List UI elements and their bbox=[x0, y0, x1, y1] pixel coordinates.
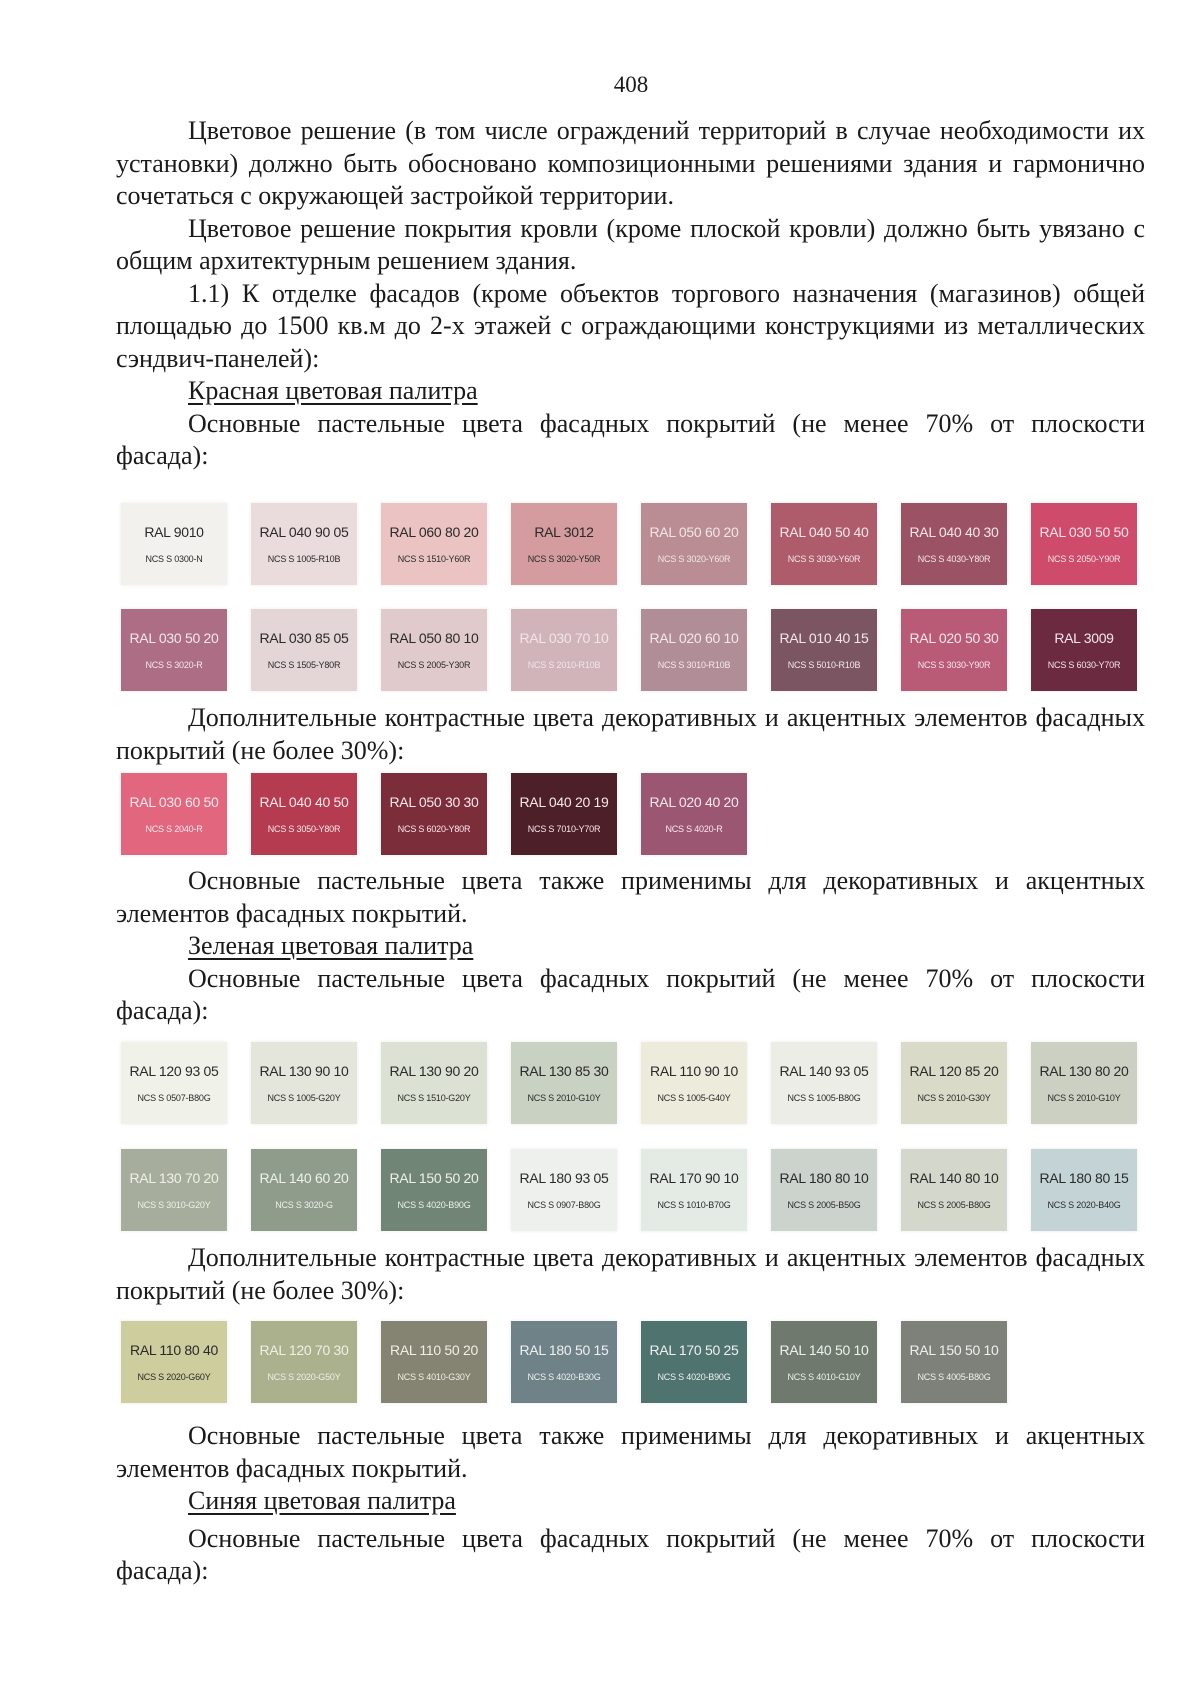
swatch-ral-code: RAL 110 80 40 bbox=[130, 1341, 218, 1358]
swatch-ncs-code: NCS S 3050-Y80R bbox=[267, 823, 341, 834]
swatch-ral-code: RAL 040 50 40 bbox=[779, 523, 869, 540]
color-swatch bbox=[121, 1321, 227, 1403]
paragraph-red-note: Основные пастельные цвета также применимы для декоративных и акцентных элементов фасадных покрытий. bbox=[116, 866, 1145, 928]
swatch-ncs-code: NCS S 4010-G10Y bbox=[787, 1371, 861, 1382]
swatch-ncs-code: NCS S 3010-G20Y bbox=[137, 1199, 211, 1210]
color-swatch bbox=[641, 1321, 747, 1403]
swatch-ncs-code: NCS S 2020-B40G bbox=[1047, 1199, 1121, 1210]
paragraph-color-solution: Цветовое решение (в том числе ограждений территорий в случае необходимости их установки) должно быть обосновано композиционными решениями здания и гармонично сочетаться с окружающей застройкой территории. bbox=[116, 116, 1145, 210]
swatch-ncs-code: NCS S 3020-Y50R bbox=[527, 553, 601, 564]
heading-blue-palette: Синяя цветовая палитра bbox=[188, 1486, 456, 1515]
color-swatch bbox=[381, 1149, 487, 1231]
swatch-ncs-code: NCS S 2040-R bbox=[145, 823, 203, 834]
swatch-ral-code: RAL 130 90 20 bbox=[389, 1062, 479, 1079]
swatch-ral-code: RAL 140 60 20 bbox=[259, 1169, 349, 1186]
swatch-ncs-code: NCS S 2010-G30Y bbox=[917, 1092, 991, 1103]
color-swatch bbox=[251, 503, 357, 585]
swatch-ncs-code: NCS S 1005-G40Y bbox=[657, 1092, 731, 1103]
swatch-ral-code: RAL 130 80 20 bbox=[1039, 1062, 1129, 1079]
color-swatch bbox=[641, 1149, 747, 1231]
color-swatch bbox=[901, 503, 1007, 585]
color-swatch bbox=[771, 1042, 877, 1124]
heading-green-palette: Зеленая цветовая палитра bbox=[188, 931, 474, 960]
heading-red-palette: Красная цветовая палитра bbox=[188, 376, 478, 405]
paragraph-red-main-colors: Основные пастельные цвета фасадных покрытий (не менее 70% от плоскости фасада): bbox=[116, 408, 1145, 470]
swatch-ral-code: RAL 010 40 15 bbox=[779, 629, 869, 646]
swatch-ncs-code: NCS S 3030-Y90R bbox=[917, 659, 991, 670]
swatch-ral-code: RAL 050 60 20 bbox=[649, 523, 739, 540]
swatch-ral-code: RAL 140 50 10 bbox=[779, 1341, 869, 1358]
swatch-ncs-code: NCS S 1010-B70G bbox=[657, 1199, 731, 1210]
color-swatch bbox=[771, 1321, 877, 1403]
swatch-ncs-code: NCS S 1505-Y80R bbox=[267, 659, 341, 670]
swatch-ncs-code: NCS S 3020-R bbox=[145, 659, 203, 670]
color-swatch bbox=[641, 503, 747, 585]
swatch-ral-code: RAL 3012 bbox=[534, 523, 594, 540]
paragraph-green-main-colors: Основные пастельные цвета фасадных покрытий (не менее 70% от плоскости фасада): bbox=[116, 963, 1145, 1025]
color-swatch bbox=[901, 609, 1007, 691]
swatch-ncs-code: NCS S 1510-Y60R bbox=[397, 553, 471, 564]
swatch-ral-code: RAL 150 50 10 bbox=[909, 1341, 999, 1358]
swatch-ral-code: RAL 130 70 20 bbox=[129, 1169, 219, 1186]
swatch-ral-code: RAL 040 40 50 bbox=[259, 793, 349, 810]
swatch-ral-code: RAL 140 93 05 bbox=[779, 1062, 869, 1079]
swatch-ncs-code: NCS S 4020-B30G bbox=[527, 1371, 601, 1382]
swatch-ral-code: RAL 050 80 10 bbox=[389, 629, 479, 646]
color-swatch bbox=[251, 609, 357, 691]
swatch-ncs-code: NCS S 1005-R10B bbox=[267, 553, 341, 564]
color-swatch bbox=[121, 503, 227, 585]
swatch-ncs-code: NCS S 6020-Y80R bbox=[397, 823, 471, 834]
swatch-ncs-code: NCS S 0907-B80G bbox=[527, 1199, 601, 1210]
swatch-ral-code: RAL 030 85 05 bbox=[259, 629, 349, 646]
color-swatch bbox=[121, 609, 227, 691]
swatch-ncs-code: NCS S 0507-B80G bbox=[137, 1092, 211, 1103]
swatch-ral-code: RAL 170 90 10 bbox=[649, 1169, 739, 1186]
swatch-ncs-code: NCS S 5010-R10B bbox=[787, 659, 861, 670]
color-swatch bbox=[641, 609, 747, 691]
swatch-ral-code: RAL 140 80 10 bbox=[909, 1169, 999, 1186]
color-swatch bbox=[641, 1042, 747, 1124]
color-swatch bbox=[121, 773, 227, 855]
color-swatch bbox=[901, 1149, 1007, 1231]
swatch-ncs-code: NCS S 2050-Y90R bbox=[1047, 553, 1121, 564]
color-swatch bbox=[511, 1042, 617, 1124]
swatch-ral-code: RAL 130 90 10 bbox=[259, 1062, 349, 1079]
swatch-ral-code: RAL 030 60 50 bbox=[129, 793, 219, 810]
paragraph-roof-color: Цветовое решение покрытия кровли (кроме плоской кровли) должно быть увязано с общим архитектурным решением здания. bbox=[116, 213, 1145, 275]
swatch-ral-code: RAL 040 40 30 bbox=[909, 523, 999, 540]
swatch-ral-code: RAL 020 40 20 bbox=[649, 793, 739, 810]
swatch-ral-code: RAL 180 93 05 bbox=[519, 1169, 609, 1186]
swatch-ncs-code: NCS S 1510-G20Y bbox=[397, 1092, 471, 1103]
color-swatch bbox=[121, 1149, 227, 1231]
swatch-ncs-code: NCS S 2010-R10B bbox=[527, 659, 601, 670]
color-swatch bbox=[771, 609, 877, 691]
swatch-ncs-code: NCS S 3010-R10B bbox=[657, 659, 731, 670]
swatch-ral-code: RAL 040 20 19 bbox=[519, 793, 609, 810]
swatch-ncs-code: NCS S 1005-B80G bbox=[787, 1092, 861, 1103]
swatch-ncs-code: NCS S 3020-Y60R bbox=[657, 553, 731, 564]
color-swatch bbox=[1031, 609, 1137, 691]
color-swatch bbox=[771, 503, 877, 585]
color-swatch bbox=[1031, 1042, 1137, 1124]
paragraph-blue-main-colors: Основные пастельные цвета фасадных покрытий (не менее 70% от плоскости фасада): bbox=[116, 1523, 1145, 1585]
color-swatch bbox=[1031, 503, 1137, 585]
swatch-ncs-code: NCS S 2005-B80G bbox=[917, 1199, 991, 1210]
color-swatch bbox=[121, 1042, 227, 1124]
swatch-ncs-code: NCS S 2020-G50Y bbox=[267, 1371, 341, 1382]
paragraph-facade-finish: 1.1) К отделке фасадов (кроме объектов торгового назначения (магазинов) общей площадью до 1500 кв.м до 2-х этажей с ограждающими конструкциями из металлических сэндвич-панелей): bbox=[116, 278, 1145, 373]
swatch-ncs-code: NCS S 2010-G10Y bbox=[1047, 1092, 1121, 1103]
color-swatch bbox=[511, 773, 617, 855]
color-swatch bbox=[381, 503, 487, 585]
swatch-ral-code: RAL 030 70 10 bbox=[519, 629, 609, 646]
color-swatch bbox=[771, 1149, 877, 1231]
swatch-ral-code: RAL 120 70 30 bbox=[259, 1341, 349, 1358]
swatch-ral-code: RAL 120 85 20 bbox=[909, 1062, 999, 1079]
swatch-ncs-code: NCS S 0300-N bbox=[145, 553, 203, 564]
color-swatch bbox=[901, 1042, 1007, 1124]
color-swatch bbox=[251, 1149, 357, 1231]
swatch-ncs-code: NCS S 4005-B80G bbox=[917, 1371, 991, 1382]
swatch-ral-code: RAL 180 80 10 bbox=[779, 1169, 869, 1186]
swatch-ncs-code: NCS S 2020-G60Y bbox=[137, 1371, 211, 1382]
color-swatch bbox=[511, 1321, 617, 1403]
red-extra-text bbox=[116, 702, 1145, 767]
color-swatch bbox=[511, 609, 617, 691]
swatch-ral-code: RAL 110 50 20 bbox=[390, 1341, 478, 1358]
color-swatch bbox=[1031, 1149, 1137, 1231]
swatch-ral-code: RAL 150 50 20 bbox=[389, 1169, 479, 1186]
green-note-and-blue-text bbox=[116, 1420, 1145, 1588]
color-swatch bbox=[251, 1321, 357, 1403]
paragraph-red-extra-colors: Дополнительные контрастные цвета декоративных и акцентных элементов фасадных покрытий (не более 30%): bbox=[116, 703, 1145, 765]
green-extra-text bbox=[116, 1242, 1145, 1307]
swatch-ral-code: RAL 050 30 30 bbox=[389, 793, 479, 810]
swatch-ncs-code: NCS S 2010-G10Y bbox=[527, 1092, 601, 1103]
red-note-and-green-text bbox=[116, 865, 1145, 1028]
swatch-ncs-code: NCS S 1005-G20Y bbox=[267, 1092, 341, 1103]
swatch-ral-code: RAL 3009 bbox=[1054, 629, 1114, 646]
color-swatch bbox=[381, 1042, 487, 1124]
swatch-ncs-code: NCS S 4030-Y80R bbox=[917, 553, 991, 564]
swatch-ral-code: RAL 120 93 05 bbox=[129, 1062, 219, 1079]
color-swatch bbox=[381, 609, 487, 691]
swatch-ral-code: RAL 180 80 15 bbox=[1039, 1169, 1129, 1186]
swatch-ncs-code: NCS S 4010-G30Y bbox=[397, 1371, 471, 1382]
swatch-ral-code: RAL 110 90 10 bbox=[650, 1062, 738, 1079]
swatch-ral-code: RAL 040 90 05 bbox=[259, 523, 349, 540]
paragraph-green-note: Основные пастельные цвета также применимы для декоративных и акцентных элементов фасадных покрытий. bbox=[116, 1421, 1145, 1483]
color-swatch bbox=[251, 1042, 357, 1124]
swatch-ncs-code: NCS S 6030-Y70R bbox=[1047, 659, 1121, 670]
color-swatch bbox=[251, 773, 357, 855]
swatch-ral-code: RAL 020 50 30 bbox=[909, 629, 999, 646]
color-swatch bbox=[381, 773, 487, 855]
color-swatch bbox=[511, 1149, 617, 1231]
color-swatch bbox=[511, 503, 617, 585]
swatch-ral-code: RAL 060 80 20 bbox=[389, 523, 479, 540]
swatch-ncs-code: NCS S 2005-Y30R bbox=[397, 659, 471, 670]
swatch-ral-code: RAL 130 85 30 bbox=[519, 1062, 609, 1079]
page-number: 408 bbox=[613, 72, 649, 97]
swatch-ral-code: RAL 170 50 25 bbox=[649, 1341, 739, 1358]
swatch-ral-code: RAL 020 60 10 bbox=[649, 629, 739, 646]
swatch-ral-code: RAL 9010 bbox=[144, 523, 204, 540]
swatch-ncs-code: NCS S 4020-R bbox=[665, 823, 723, 834]
swatch-ral-code: RAL 030 50 50 bbox=[1039, 523, 1129, 540]
swatch-ncs-code: NCS S 4020-B90G bbox=[657, 1371, 731, 1382]
swatch-ncs-code: NCS S 7010-Y70R bbox=[527, 823, 601, 834]
swatch-ncs-code: NCS S 2005-B50G bbox=[787, 1199, 861, 1210]
swatch-ral-code: RAL 180 50 15 bbox=[519, 1341, 609, 1358]
swatch-ncs-code: NCS S 4020-B90G bbox=[397, 1199, 471, 1210]
color-swatch bbox=[641, 773, 747, 855]
swatch-ral-code: RAL 030 50 20 bbox=[129, 629, 219, 646]
color-swatch bbox=[901, 1321, 1007, 1403]
color-swatch bbox=[381, 1321, 487, 1403]
swatch-ncs-code: NCS S 3020-G bbox=[275, 1199, 333, 1210]
intro-text bbox=[116, 115, 1145, 473]
paragraph-green-extra-colors: Дополнительные контрастные цвета декоративных и акцентных элементов фасадных покрытий (не более 30%): bbox=[116, 1243, 1145, 1305]
swatch-ncs-code: NCS S 3030-Y60R bbox=[787, 553, 861, 564]
